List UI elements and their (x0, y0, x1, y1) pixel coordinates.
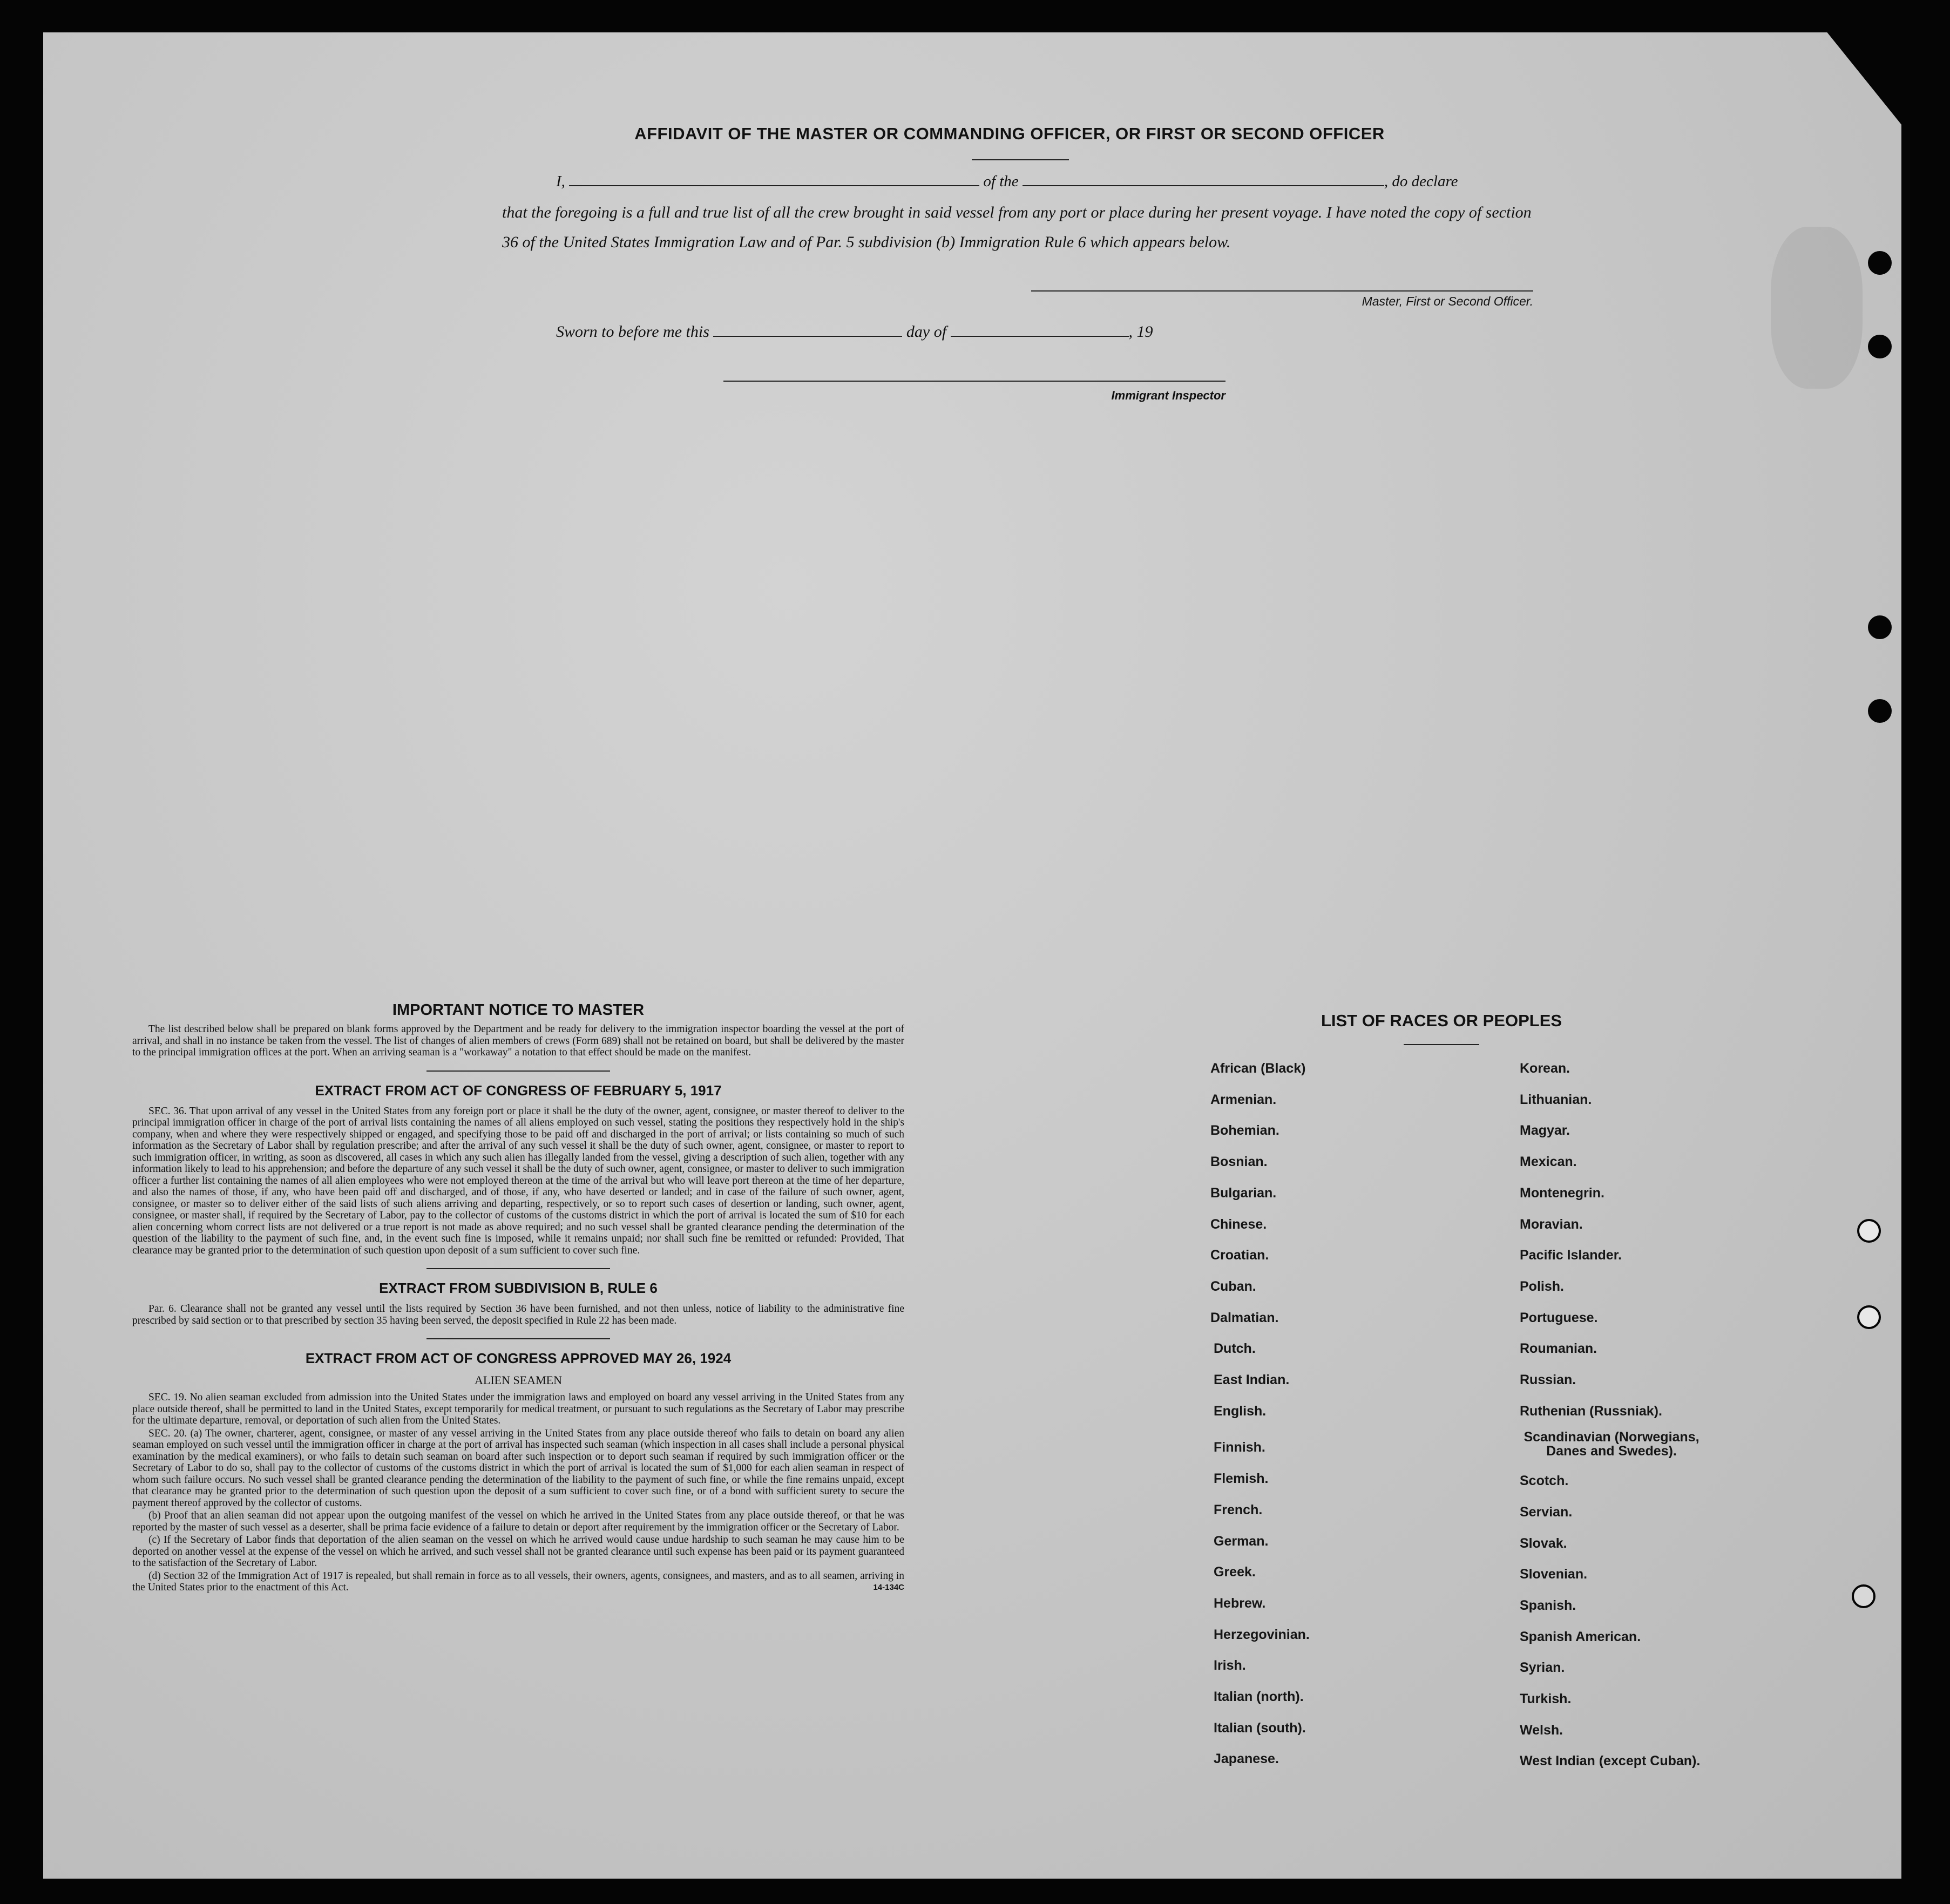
year-prefix: , 19 (1128, 323, 1153, 341)
vessel-name-field[interactable] (1023, 185, 1384, 186)
race-item: Dalmatian. (1210, 1310, 1279, 1325)
officer-name-field[interactable] (569, 185, 979, 186)
divider (426, 1338, 610, 1339)
race-item: Japanese. (1214, 1751, 1279, 1767)
race-item: Servian. (1520, 1504, 1573, 1520)
affidavit-body: that the foregoing is a full and true list of all the crew brought in said vessel from any port or place during her present voyage. I have noted the copy of section 36 of the United States Immigration Law and of Par. 5 subdivision (b) Immigration Rule 6 which appears below. (502, 204, 1532, 251)
punch-hole (1857, 1219, 1881, 1243)
race-item: African (Black) (1210, 1061, 1306, 1076)
race-item: East Indian. (1214, 1372, 1290, 1387)
race-item: Turkish. (1520, 1691, 1572, 1706)
sworn-line (556, 323, 1204, 341)
document-sheet (43, 32, 1901, 1879)
of-the-label: of the (983, 173, 1019, 190)
extract-rule6-text: Par. 6. Clearance shall not be granted any vessel until the lists required by Section 36 have been furnished, and not then unless, notice of liability to the administrative fine prescribed by said section or to that prescribed by section 35 having been served, the deposit specified in Rule 22 has been made. (132, 1303, 904, 1326)
affidavit-title: AFFIDAVIT OF THE MASTER OR COMMANDING OFFICER, OR FIRST OR SECOND OFFICER (634, 124, 1385, 143)
races-title: LIST OF RACES OR PEOPLES (1321, 1011, 1562, 1030)
race-item: Ruthenian (Russniak). (1520, 1403, 1662, 1419)
race-item: Pacific Islander. (1520, 1248, 1622, 1263)
sec20b-paragraph: (b) Proof that an alien seaman did not appear upon the outgoing manifest of the vessel on which he arrived in the United States from any place outside thereof, or that he was reported by the master of such vessel as a deserter, shall be prima facie evidence of a failure to detain or deport after requirement by the immigration officer or the Secretary of Labor. (132, 1510, 904, 1533)
race-item: Slovak. (1520, 1535, 1567, 1551)
sec20a-paragraph: SEC. 20. (a) The owner, charterer, agent, consignee, or master of any vessel arriving in the United States from any place outside thereof who fails to detain on board any alien seaman employed on such vessel until the immigration officer in charge at the port of arrival has inspected such seaman (which inspection in all cases shall include a personal physical examination by the medical examiners), or who fails to detain such seaman on board after such inspection or to deport such seaman if required by such immigration officer or the Secretary of Labor to do so, shall pay to the collector of customs of the customs district in which the port of arrival is located the sum of $1,000 for each alien seaman in respect of whom such failure occurs. No such vessel shall be granted clearance pending the determination of the liability to the payment of such fine, or while the fine remains unpaid, except that clearance may be granted prior to the determination of such question upon the deposit of a sum sufficient to cover such fine, or of a bond with sufficient surety to secure the payment thereof approved by the collector of customs. (132, 1427, 904, 1509)
do-declare-label: , do declare (1384, 173, 1458, 190)
race-item: Chinese. (1210, 1216, 1267, 1232)
punch-hole (1868, 615, 1892, 639)
race-item: Bohemian. (1210, 1123, 1279, 1139)
race-item: Moravian. (1520, 1216, 1583, 1232)
punch-hole (1857, 1305, 1881, 1329)
extract-1917-title: EXTRACT FROM ACT OF CONGRESS OF FEBRUARY 5, 1917 (315, 1082, 722, 1099)
i-label: I, (556, 173, 565, 190)
race-item: Dutch. (1214, 1341, 1256, 1357)
race-item: Croatian. (1210, 1248, 1269, 1263)
race-item: Cuban. (1210, 1278, 1256, 1294)
race-item: Scandinavian (Norwegians, Danes and Swedes). (1524, 1429, 1700, 1459)
faint-stamp (1771, 227, 1863, 389)
race-item: Portuguese. (1520, 1310, 1598, 1325)
race-item: Italian (north). (1214, 1689, 1304, 1704)
race-item: Irish. (1214, 1658, 1246, 1673)
race-item: Syrian. (1520, 1660, 1565, 1676)
race-item: Greek. (1214, 1564, 1256, 1580)
inspector-label: Immigrant Inspector (1111, 389, 1225, 402)
race-item: Roumanian. (1520, 1341, 1597, 1357)
declaration-line (556, 173, 1533, 191)
notice-title: IMPORTANT NOTICE TO MASTER (392, 1001, 645, 1019)
sec20d-text: (d) Section 32 of the Immigration Act of 1917 is repealed, but shall remain in force as to all vessels, their owners, agents, consignees, and masters, and as to all seamen, arriving in the United States prior to the enactment of this Act. (132, 1570, 904, 1593)
race-item: German. (1214, 1533, 1269, 1549)
race-item: Bulgarian. (1210, 1185, 1277, 1201)
race-item: Hebrew. (1214, 1595, 1266, 1611)
punch-hole (1852, 1584, 1875, 1608)
race-item: West Indian (except Cuban). (1520, 1753, 1701, 1769)
race-item: Polish. (1520, 1278, 1564, 1294)
punch-hole (1868, 699, 1892, 723)
alien-seamen-subtitle: ALIEN SEAMEN (475, 1373, 562, 1387)
race-item: Welsh. (1520, 1722, 1563, 1738)
sec20d-paragraph (132, 1570, 904, 1594)
race-item: Italian (south). (1214, 1720, 1306, 1736)
race-item: Spanish. (1520, 1597, 1576, 1613)
punch-hole (1868, 335, 1892, 358)
sec20c-paragraph: (c) If the Secretary of Labor finds that deportation of the alien seaman on the vessel on which he arrived would cause undue hardship to such seaman he may cause him to be deported on another vessel at the expense of the vessel on which he arrived, and such vessel shall not be granted clearance until such expense has been paid or its payment guaranteed to the satisfaction of the Secretary of Labor. (132, 1534, 904, 1569)
title-underline (972, 159, 1069, 160)
punch-hole (1868, 251, 1892, 275)
sworn-day-field[interactable] (713, 336, 902, 337)
day-of-label: day of (906, 323, 947, 341)
divider (426, 1268, 610, 1269)
race-item: Spanish American. (1520, 1629, 1641, 1644)
race-item: Magyar. (1520, 1123, 1570, 1139)
race-item: Flemish. (1214, 1471, 1269, 1487)
extract-1917-text: SEC. 36. That upon arrival of any vessel in the United States from any foreign port or place it shall be the duty of the owner, agent, consignee, or master thereof to deliver to the principal immigration officer in charge of the port of arrival lists containing the names of all aliens employed on such vessel, stating the positions they respectively hold in the ship's company, when and where they were respectively shipped or engaged, and specifying those to be paid off and discharged in the port of arrival; or lists containing so much of such information as the Secretary of Labor shall by regulation prescribe; and after the arrival of any such vessel it shall be the duty of such owner, agent, consignee, or master to report to such immigration officer, in writing, as soon as discovered, all cases in which any such alien has illegally landed from the vessel, giving a description of such alien, together with any information likely to lead to his apprehension; and before the departure of any such vessel it shall be the duty of such owner, agent, consignee, or master to deliver to such immigration officer a further list containing the names of all alien employees who were not employed thereon at the time of the arrival but who will leave port thereon at the time of her departure, and also the names of those, if any, who have been paid off and discharged, and of those, if any, who have deserted or landed; and in case of the failure of such owner, agent, consignee, or master so to deliver either of the said lists of such aliens arriving and departing, respectively, or so to report such cases of desertion or landing, such owner, agent, consignee, or master shall, if required by the Secretary of Labor, pay to the collector of customs of the customs district in which the port of arrival is located the sum of $10 for each alien concerning whom correct lists are not delivered or a true report is not made as above required; and no such vessel shall be granted clearance pending the determination of the question of the liability to the payment of such fine, and, in the event such fine is imposed, while it remains unpaid; nor shall such fine be remitted or refunded: Provided, That clearance may be granted prior to the determination of such question upon deposit of a sum sufficient to cover such fine. (132, 1105, 904, 1256)
sec19-paragraph: SEC. 19. No alien seaman excluded from admission into the United States under the immigration laws and employed on board any vessel arriving in the United States from any place outside thereof, shall be permitted to land in the United States, except temporarily for medical treatment, or pursuant to such regulations as the Secretary of Labor may prescribe for the ultimate departure, removal, or deportation of such alien from the United States. (132, 1392, 904, 1426)
race-item: Finnish. (1214, 1440, 1265, 1455)
race-item: Slovenian. (1520, 1567, 1588, 1582)
race-item: Scotch. (1520, 1473, 1569, 1489)
extract-1924-title: EXTRACT FROM ACT OF CONGRESS APPROVED MAY 26, 1924 (305, 1350, 732, 1366)
race-item: Korean. (1520, 1061, 1570, 1076)
race-item: Mexican. (1520, 1154, 1577, 1170)
sworn-prefix: Sworn to before me this (556, 323, 709, 341)
race-item: Lithuanian. (1520, 1092, 1592, 1107)
race-item: Bosnian. (1210, 1154, 1268, 1170)
extract-rule6-title: EXTRACT FROM SUBDIVISION B, RULE 6 (379, 1280, 658, 1296)
inspector-signature-line (723, 381, 1225, 382)
race-item: English. (1214, 1403, 1267, 1419)
master-signature-line (1031, 290, 1533, 292)
master-signature-label: Master, First or Second Officer. (1362, 294, 1533, 308)
legal-notices-column (132, 1001, 904, 1595)
race-item: Russian. (1520, 1372, 1576, 1387)
race-item: French. (1214, 1502, 1263, 1517)
sworn-month-field[interactable] (951, 336, 1129, 337)
race-item: Armenian. (1210, 1092, 1277, 1107)
notice-text: The list described below shall be prepared on blank forms approved by the Department and be ready for delivery to the immigration inspector boarding the vessel at the port of arrival, and shall in no instance be taken from the vessel. The list of changes of alien members of crews (Form 689) shall not be retained on board, but shall be delivered by the master to the principal immigration offices at the port. When an arriving seaman is a "workaway" a notation to that effect should be made on the manifest. (132, 1024, 904, 1058)
race-item: Montenegrin. (1520, 1185, 1604, 1201)
form-number: 14-134C (873, 1583, 904, 1592)
divider (426, 1070, 610, 1072)
race-item: Herzegovinian. (1214, 1627, 1310, 1642)
races-title-underline (1404, 1044, 1479, 1045)
